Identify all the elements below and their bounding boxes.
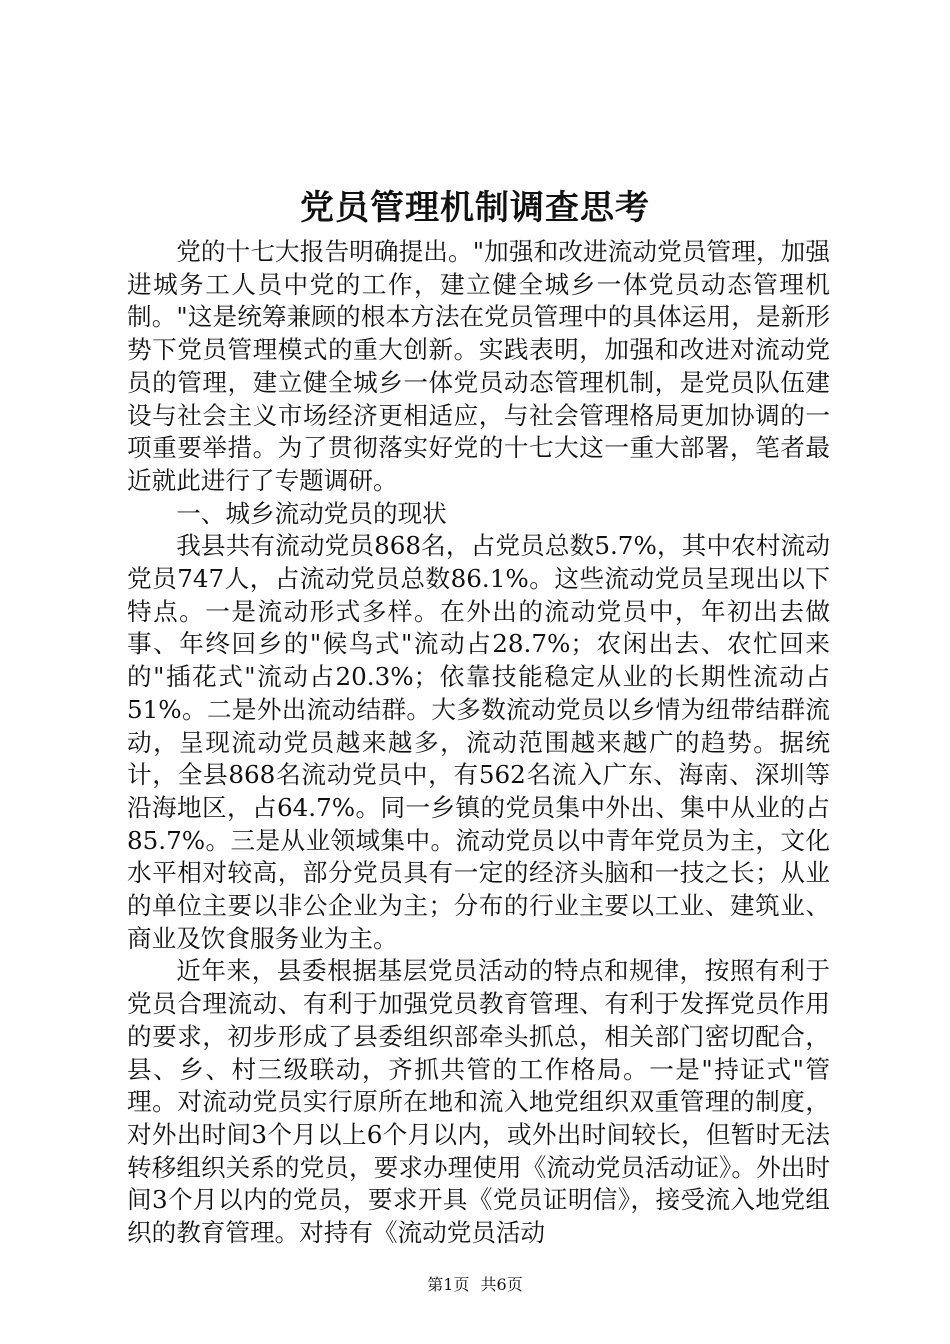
section-heading: 一、城乡流动党员的现状 [176,498,447,528]
page-footer [0,1274,950,1296]
paragraph-measures: 近年来，县委根据基层党员活动的特点和规律，按照有利于党员合理流动、有利于加强党员教育管理、有利于发挥党员作用的要求，初步形成了县委组织部牵头抓总，相关部门密切配合，县、乡、村三级联动，齐抓共管的工作格局。一是"持证式"管理。对流动党员实行原所在地和流入地党组织双重管理的制度，对外出时间3个月以上6个月以内，或外出时间较长，但暂时无法转移组织关系的党员，要求办理使用《流动党员活动证》。外出时间3个月以内的党员，要求开具《党员证明信》，接受流入地党组织的教育管理。对持有《流动党员活动 [127,956,830,1248]
paragraph-status: 我县共有流动党员868名，占党员总数5.7%，其中农村流动党员747人，占流动党员总数86.1%。这些流动党员呈现出以下特点。一是流动形式多样。在外出的流动党员中，年初出去做事、年终回乡的"候鸟式"流动占28.7%；农闲出去、农忙回来的"插花式"流动占20.3%；依靠技能稳定从业的长期性流动占51%。二是外出流动结群。大多数流动党员以乡情为纽带结群流动，呈现流动党员越来越多，流动范围越来越广的趋势。据统计，全县868名流动党员中，有562名流入广东、海南、深圳等沿海地区，占64.7%。同一乡镇的党员集中外出、集中从业的占85.7%。三是从业领域集中。流动党员以中青年党员为主，文化水平相对较高，部分党员具有一定的经济头脑和一技之长；从业的单位主要以非公企业为主；分布的行业主要以工业、建筑业、商业及饮食服务业为主。 [127,531,830,953]
page-total: 共6页 [480,1275,523,1294]
document-title: 党员管理机制调查思考 [300,188,650,228]
paragraph-intro: 党的十七大报告明确提出。"加强和改进流动党员管理，加强进城务工人员中党的工作，建立健全城乡一体党员动态管理机制。"这是统筹兼顾的根本方法在党员管理中的具体运用，是新形势下党员管理模式的重大创新。实践表明，加强和改进对流动党员的管理，建立健全城乡一体党员动态管理机制，是党员队伍建设与社会主义市场经济更相适应，与社会管理格局更加协调的一项重要举措。为了贯彻落实好党的十七大这一重大部署，笔者最近就此进行了专题调研。 [127,237,830,495]
document-body [127,236,830,1250]
page-number: 第1页 [427,1275,470,1294]
